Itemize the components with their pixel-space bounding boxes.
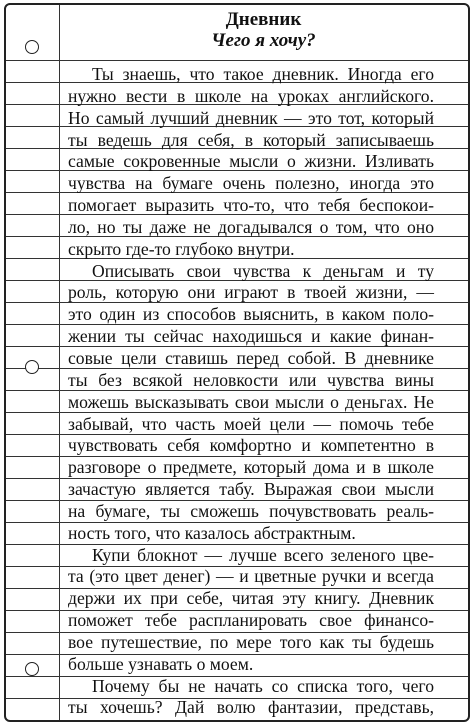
text-line: нужно вести в школе на уроках английского. — [68, 85, 434, 106]
text-line: ты ведешь для себя, в который записываешь — [68, 129, 434, 150]
text-line: ты хочешь? Дай волю фантазии, представь, — [68, 697, 434, 718]
text-line: ты без всякой неловкости или чувства вины — [68, 369, 434, 390]
text-line: разговоре о предмете, который дома и в школе — [68, 457, 434, 478]
text-line: жении ты сейчас находишься и какие финан- — [68, 326, 434, 347]
text-line: держи их при себе, читая эту книгу. Дневник — [68, 588, 434, 609]
text-line: помогает выразить что-то, что тебя беспокои- — [68, 195, 434, 216]
page-header — [59, 9, 468, 51]
text-line: роль, которую они играют в твоей жизни, — — [68, 282, 434, 303]
text-line: это один из способов выяснить, в каком поло- — [68, 304, 434, 325]
notebook-page — [4, 3, 470, 722]
text-line: чувства на бумаге очень полезно, иногда это — [68, 173, 434, 194]
text-line: Купи блокнот — лучше всего зеленого цве- — [92, 544, 434, 565]
body-text — [68, 64, 434, 719]
text-line: Ты знаешь, что такое дневник. Иногда его — [92, 64, 434, 84]
text-line: поможет тебе распланировать свое финансо- — [68, 610, 434, 631]
text-line: ло, но ты даже не догадывался о том, что оно — [68, 216, 434, 237]
margin-line — [59, 5, 60, 720]
text-line: чувствовать себя комфортно и компетентно в — [68, 435, 434, 456]
text-line: зачастую является табу. Выражая свои мысли — [68, 479, 434, 500]
text-line: вое путешествие, по мере того как ты будешь — [68, 631, 434, 652]
binder-hole — [25, 360, 39, 374]
text-line: та (это цвет денег) — и цветные ручки и всегда — [68, 566, 434, 587]
text-line: можешь высказывать свои мысли о деньгах. Не — [68, 391, 434, 412]
binder-hole — [25, 662, 39, 676]
text-line: Но самый лучший дневник — это тот, который — [68, 107, 434, 128]
page-subtitle: Чего я хочу? — [211, 30, 316, 51]
text-line: самые сокровенные мысли о жизни. Изливать — [68, 151, 434, 172]
text-line: больше узнавать о моем. — [68, 653, 254, 674]
binder-hole — [25, 40, 39, 54]
text-line: на бумаге, ты сможешь почувствовать реаль- — [68, 500, 434, 521]
text-line: забывай, что часть моей цели — помочь тебе — [68, 413, 434, 434]
text-line: совые цели ставишь перед собой. В дневнике — [68, 347, 434, 368]
page-title: Дневник — [225, 9, 302, 30]
text-line: Описывать свои чувства к деньгам и ту — [92, 260, 434, 281]
ruled-line — [6, 60, 468, 61]
text-line: ность того, что казалось абстрактным. — [68, 522, 356, 543]
text-line: Почему бы не начать со списка того, чего — [92, 675, 434, 696]
text-line: скрыто где-то глубоко внутри. — [68, 238, 295, 259]
